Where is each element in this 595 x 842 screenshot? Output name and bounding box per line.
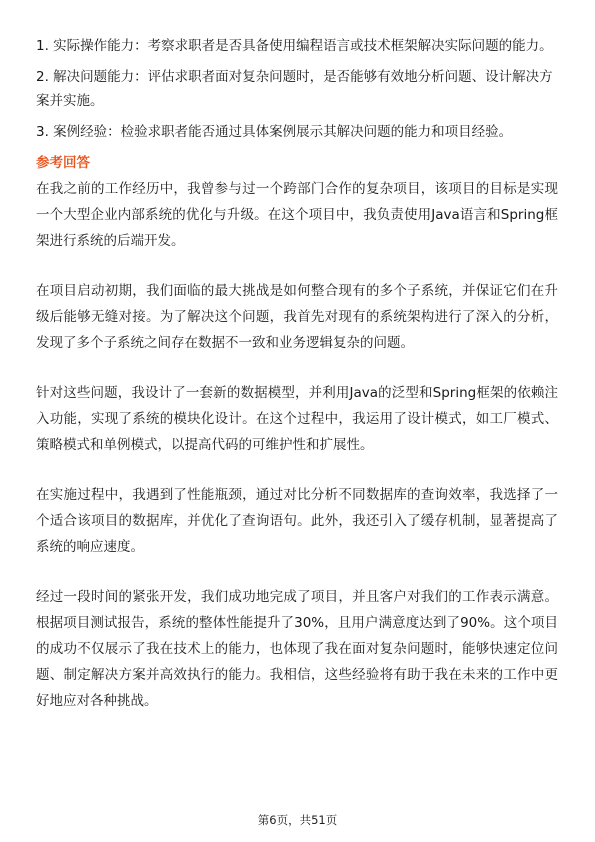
answer-paragraph: 在实施过程中，我遇到了性能瓶颈，通过对比分析不同数据库的查询效率，我选择了一个适合该项目的数据库，并优化了查询语句。此外，我还引入了缓存机制，显著提高了系统的响应速度。 [36, 487, 558, 555]
criteria-item: 1. 实际操作能力：考察求职者是否具备使用编程语言或技术框架解决实际问题的能力。 [36, 38, 553, 54]
answer-paragraph: 在我之前的工作经历中，我曾参与过一个跨部门合作的复杂项目，该项目的目标是实现一个大型企业内部系统的优化与升级。在这个项目中，我负责使用Java语言和Spring框架进行系统的后端开发。 [36, 181, 558, 249]
answer-paragraph: 经过一段时间的紧张开发，我们成功地完成了项目，并且客户对我们的工作表示满意。根据项目测试报告，系统的整体性能提升了30%，且用户满意度达到了90%。这个项目的成功不仅展示了我在技术上的能力，也体现了我在面对复杂问题时，能够快速定位问题、制定解决方案并高效执行的能力。我相信，这些经验将有助于我在未来的工作中更好地应对各种挑战。 [36, 589, 558, 709]
criteria-item: 3. 案例经验：检验求职者能否通过具体案例展示其解决问题的能力和项目经验。 [36, 124, 513, 140]
answer-body [36, 176, 558, 714]
page-content [36, 34, 558, 714]
evaluation-criteria-list [36, 34, 558, 144]
answer-paragraph: 针对这些问题，我设计了一套新的数据模型，并利用Java的泛型和Spring框架的依赖注入功能，实现了系统的模块化设计。在这个过程中，我运用了设计模式，如工厂模式、策略模式和单例模式，以提高代码的可维护性和扩展性。 [36, 385, 558, 453]
page-footer: 第6页，共51页 [257, 813, 338, 827]
answer-heading: 参考回答 [36, 155, 90, 171]
answer-paragraph: 在项目启动初期，我们面临的最大挑战是如何整合现有的多个子系统，并保证它们在升级后能够无缝对接。为了解决这个问题，我首先对现有的系统架构进行了深入的分析，发现了多个子系统之间存在数据不一致和业务逻辑复杂的问题。 [36, 283, 558, 351]
criteria-item: 2. 解决问题能力：评估求职者面对复杂问题时，是否能够有效地分析问题、设计解决方案并实施。 [36, 69, 553, 109]
